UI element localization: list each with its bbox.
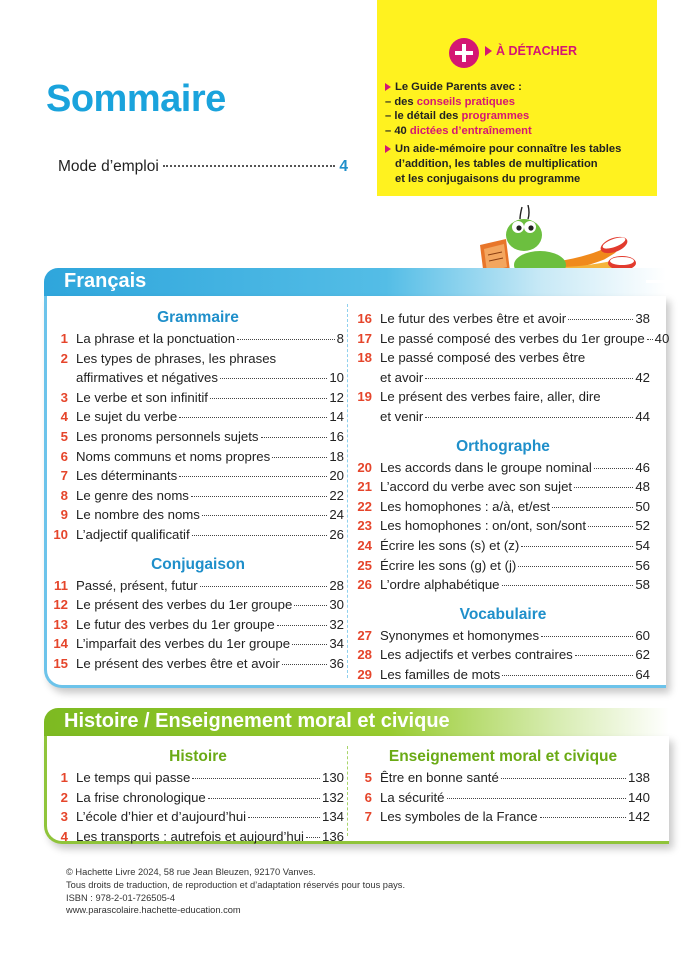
entry-number: 2	[60, 350, 68, 366]
entry-number: 7	[364, 809, 372, 825]
entry-page: 24	[329, 507, 344, 523]
entry-number: 5	[60, 428, 68, 444]
entry-title: Les pronoms personnels sujets	[76, 428, 259, 444]
toc-entry[interactable]	[356, 626, 650, 646]
entry-page: 138	[627, 770, 650, 785]
entry-page: 22	[329, 487, 344, 503]
guide-line3-prefix: – 40	[385, 124, 410, 137]
leader-dots	[540, 817, 626, 818]
detacher-list	[385, 80, 653, 186]
leader-dots	[179, 417, 327, 418]
entry-page: 32	[329, 616, 344, 632]
francais-right-column	[356, 309, 670, 685]
entry-title: Les types de phrases, les phrases	[76, 350, 277, 366]
entry-number: 13	[53, 616, 68, 632]
entry-page: 8	[336, 331, 344, 346]
leader-dots	[552, 507, 633, 508]
leader-dots	[502, 585, 634, 586]
entry-number: 19	[357, 389, 372, 405]
entry-number: 26	[357, 577, 372, 593]
entry-title: Le futur des verbes du 1er groupe	[76, 616, 275, 632]
entry-title: La sécurité	[380, 789, 445, 805]
entry-page: 14	[329, 409, 344, 425]
aide-line1: Un aide-mémoire pour connaître les tables	[395, 143, 622, 156]
toc-entry[interactable]	[52, 576, 344, 596]
entry-title: Écrire les sons (s) et (z)	[380, 537, 520, 553]
entry-title: Le sujet du verbe	[76, 409, 178, 425]
entry-page: 130	[321, 770, 344, 785]
toc-entry[interactable]	[356, 556, 650, 576]
toc-entry[interactable]	[356, 497, 650, 517]
entry-page: 48	[635, 479, 650, 495]
entry-number: 4	[60, 828, 68, 844]
leader-dots	[447, 798, 626, 799]
entry-page: 28	[329, 577, 344, 593]
entry-number: 21	[357, 479, 372, 495]
entry-title: Le passé composé des verbes être	[380, 350, 586, 366]
entry-title: Le genre des noms	[76, 487, 189, 503]
emc-column	[356, 748, 650, 827]
toc-entry[interactable]	[356, 768, 650, 788]
guide-line2-prefix: – le détail des	[385, 110, 462, 123]
leader-dots	[306, 837, 320, 838]
entry-title: Les familles de mots	[380, 666, 501, 682]
entry-page: 64	[635, 666, 650, 682]
toc-entry[interactable]	[52, 654, 344, 674]
francais-band-title: Français	[64, 270, 147, 292]
leader-dots	[163, 165, 336, 167]
section-title-vocabulaire: Vocabulaire	[459, 605, 547, 623]
leader-dots	[501, 778, 626, 779]
entry-number: 28	[357, 647, 372, 663]
entry-page: 36	[329, 655, 344, 671]
entry-number: 27	[357, 627, 372, 643]
francais-band	[44, 268, 666, 296]
entry-title: Le verbe et son infinitif	[76, 389, 208, 405]
entry-page: 18	[329, 448, 344, 464]
entry-number: 7	[60, 468, 68, 484]
francais-left-column	[52, 309, 344, 674]
entry-page: 46	[635, 459, 650, 475]
copyright-footer	[66, 866, 405, 917]
entry-number: 18	[357, 350, 372, 366]
entry-page: 10	[329, 370, 344, 386]
entry-number: 10	[53, 526, 68, 542]
entry-page: 20	[329, 468, 344, 484]
leader-dots	[425, 378, 633, 379]
leader-dots	[518, 566, 633, 567]
guide-line1-prefix: – des	[385, 95, 417, 108]
entry-page: 40	[654, 330, 670, 346]
entry-number: 1	[60, 770, 68, 785]
toc-entry[interactable]	[52, 329, 344, 349]
leader-dots	[210, 398, 327, 399]
footer-website[interactable]: www.parascolaire.hachette-education.com	[66, 905, 241, 916]
leader-dots	[594, 468, 633, 469]
entry-number: 14	[53, 636, 68, 652]
leader-dots	[202, 515, 327, 516]
entry-title: Les symboles de la France	[380, 809, 538, 825]
toc-entry[interactable]	[356, 458, 650, 478]
leader-dots	[647, 339, 653, 340]
toc-entry[interactable]	[52, 807, 344, 827]
entry-page: 134	[321, 809, 344, 825]
plus-icon	[449, 38, 479, 68]
entry-title: L’imparfait des verbes du 1er groupe	[76, 636, 291, 652]
aide-line3: et les conjugaisons du programme	[395, 172, 581, 185]
entry-title: Être en bonne santé	[380, 770, 499, 785]
aide-line2: d’addition, les tables de multiplication	[395, 157, 598, 170]
entry-title: L’accord du verbe avec son sujet	[380, 479, 573, 495]
entry-number: 25	[357, 557, 372, 573]
toc-entry[interactable]	[52, 615, 344, 635]
leader-dots	[192, 778, 320, 779]
leader-dots	[574, 487, 633, 488]
leader-dots	[237, 339, 335, 340]
toc-entry[interactable]	[52, 525, 344, 545]
entry-number: 3	[60, 809, 68, 825]
guide-intro: Le Guide Parents avec :	[395, 81, 522, 93]
entry-number: 6	[364, 789, 372, 805]
entry-number: 16	[357, 311, 372, 326]
column-divider	[347, 304, 348, 678]
entry-number: 4	[60, 409, 68, 425]
toc-entry[interactable]	[356, 477, 650, 497]
toc-entry[interactable]	[52, 788, 344, 808]
entry-page: 62	[635, 647, 650, 663]
entry-title: Le temps qui passe	[76, 770, 191, 785]
leader-dots	[541, 636, 633, 637]
toc-entry[interactable]	[52, 827, 344, 847]
entry-page: 26	[329, 526, 344, 542]
entry-title: Synonymes et homonymes	[380, 627, 540, 643]
histoire-emc-band	[44, 708, 669, 736]
leader-dots	[248, 817, 320, 818]
toc-entry[interactable]	[356, 536, 650, 556]
entry-title: La frise chronologique	[76, 789, 206, 805]
toc-entry[interactable]	[356, 329, 670, 349]
leader-dots	[588, 526, 633, 527]
entry-title: Le présent des verbes faire, aller, dire	[380, 389, 601, 405]
leader-dots	[208, 798, 320, 799]
entry-title: Le nombre des noms	[76, 507, 200, 523]
leader-dots	[179, 476, 327, 477]
entry-number: 20	[357, 459, 372, 475]
entry-number: 9	[60, 507, 68, 523]
entry-number: 11	[54, 577, 68, 593]
leader-dots	[521, 546, 633, 547]
section-title-conjugaison: Conjugaison	[151, 555, 245, 573]
leader-dots	[575, 655, 634, 656]
entry-page: 52	[635, 518, 650, 534]
toc-entry[interactable]	[356, 387, 650, 407]
entry-page: 34	[329, 636, 344, 652]
entry-number: 24	[357, 537, 372, 553]
footer-line: © Hachette Livre 2024, 58 rue Jean Bleuzen, 92170 Vanves.	[66, 867, 316, 877]
leader-dots	[272, 457, 327, 458]
entry-title: Le passé composé des verbes du 1er groupe	[380, 330, 645, 346]
leader-dots	[261, 437, 328, 438]
entry-page: 136	[321, 828, 344, 844]
entry-title: Le présent des verbes du 1er groupe	[76, 597, 293, 613]
toc-entry[interactable]	[356, 516, 650, 536]
mode-emploi-label: Mode d’emploi	[58, 158, 159, 175]
entry-page: 54	[635, 537, 650, 553]
entry-number: 1	[60, 331, 68, 346]
detacher-heading-text: À DÉTACHER	[496, 44, 578, 58]
histoire-emc-band-title: Histoire / Enseignement moral et civique	[64, 710, 450, 732]
entry-title: Passé, présent, futur	[76, 577, 198, 593]
toc-entry[interactable]	[52, 407, 344, 427]
mode-emploi-page: 4	[339, 158, 348, 175]
mode-emploi-entry[interactable]	[58, 158, 348, 176]
entry-number: 8	[60, 487, 68, 503]
section-title-emc: Enseignement moral et civique	[388, 748, 618, 765]
toc-entry[interactable]	[356, 368, 650, 388]
entry-page: 16	[329, 428, 344, 444]
guide-line1-highlight: conseils pratiques	[416, 95, 515, 108]
entry-page: 42	[635, 369, 650, 385]
toc-entry[interactable]	[52, 505, 344, 525]
toc-entry[interactable]	[52, 388, 344, 408]
entry-title: L’école d’hier et d’aujourd’hui	[76, 809, 247, 825]
entry-title: Les homophones : a/à, et/est	[380, 498, 551, 514]
toc-entry[interactable]	[52, 368, 344, 388]
entry-page: 44	[635, 408, 650, 424]
leader-dots	[502, 675, 633, 676]
section-title-orthographe: Orthographe	[456, 437, 550, 455]
toc-entry[interactable]	[356, 788, 650, 808]
entry-title: et avoir	[380, 369, 424, 385]
toc-entry[interactable]	[52, 349, 344, 369]
toc-entry[interactable]	[52, 634, 344, 654]
entry-page: 56	[635, 557, 650, 573]
entry-title: Les homophones : on/ont, son/sont	[380, 518, 587, 534]
toc-entry[interactable]	[52, 595, 344, 615]
entry-page: 142	[627, 809, 650, 825]
entry-number: 12	[53, 597, 68, 613]
toc-entry[interactable]	[52, 486, 344, 506]
footer-isbn: ISBN : 978-2-01-726505-4	[66, 892, 176, 903]
toc-entry[interactable]	[356, 645, 650, 665]
entry-page: 12	[329, 389, 344, 405]
toc-entry[interactable]	[52, 447, 344, 467]
entry-number: 29	[357, 666, 372, 682]
detacher-heading	[485, 44, 577, 58]
leader-dots	[191, 496, 327, 497]
entry-title: L’ordre alphabétique	[380, 577, 500, 593]
entry-title: Les adjectifs et verbes contraires	[380, 647, 573, 663]
leader-dots	[192, 535, 328, 536]
toc-entry[interactable]	[356, 348, 650, 368]
entry-title: Les accords dans le groupe nominal	[380, 459, 592, 475]
entry-title: et venir	[380, 408, 424, 424]
entry-page: 132	[321, 789, 344, 805]
page-title: Sommaire	[46, 78, 226, 120]
arrow-right-icon	[485, 46, 492, 56]
toc-entry[interactable]	[356, 575, 650, 595]
leader-dots	[425, 417, 633, 418]
entry-number: 3	[60, 389, 68, 405]
bullet-triangle-icon	[385, 145, 391, 153]
bullet-triangle-icon	[385, 83, 391, 91]
entry-number: 17	[357, 330, 372, 346]
entry-title: Les transports : autrefois et aujourd’hui	[76, 828, 304, 844]
entry-number: 23	[357, 518, 372, 534]
entry-page: 60	[635, 627, 650, 643]
entry-number: 6	[60, 448, 68, 464]
leader-dots	[282, 664, 328, 665]
entry-number: 15	[53, 655, 68, 671]
leader-dots	[220, 378, 327, 379]
section-title-histoire: Histoire	[169, 748, 227, 765]
leader-dots	[292, 644, 327, 645]
leader-dots	[294, 605, 327, 606]
toc-entry[interactable]	[52, 466, 344, 486]
entry-page: 58	[635, 577, 650, 593]
toc-entry[interactable]	[52, 768, 344, 788]
toc-entry[interactable]	[356, 665, 650, 685]
entry-page: 38	[635, 311, 650, 326]
leader-dots	[200, 586, 328, 587]
leader-dots	[277, 625, 328, 626]
toc-entry[interactable]	[356, 407, 650, 427]
entry-title: Le futur des verbes être et avoir	[380, 311, 567, 326]
leader-dots	[568, 319, 633, 320]
entry-title: Le présent des verbes être et avoir	[76, 655, 280, 671]
entry-page: 140	[627, 789, 650, 805]
entry-title: Écrire les sons (g) et (j)	[380, 557, 517, 573]
toc-entry[interactable]	[356, 309, 650, 329]
entry-title: affirmatives et négatives	[76, 370, 218, 386]
entry-page: 30	[329, 597, 344, 613]
entry-number: 5	[364, 770, 372, 785]
section-title-grammaire: Grammaire	[157, 309, 239, 326]
entry-title: L’adjectif qualificatif	[76, 526, 190, 542]
entry-title: Les déterminants	[76, 468, 178, 484]
guide-line3-highlight: dictées d’entraînement	[409, 124, 532, 137]
entry-title: Noms communs et noms propres	[76, 448, 271, 464]
footer-line: Tous droits de traduction, de reproduction et d’adaptation réservés pour tous pays.	[66, 879, 406, 890]
guide-line2-highlight: programmes	[461, 110, 530, 123]
entry-number: 22	[357, 498, 372, 514]
entry-title: La phrase et la ponctuation	[76, 331, 236, 346]
toc-entry[interactable]	[52, 427, 344, 447]
entry-number: 2	[60, 789, 68, 805]
histoire-column	[52, 748, 344, 846]
detacher-box	[377, 0, 657, 196]
entry-page: 50	[635, 498, 650, 514]
column-divider	[347, 746, 348, 836]
toc-entry[interactable]	[356, 807, 650, 827]
